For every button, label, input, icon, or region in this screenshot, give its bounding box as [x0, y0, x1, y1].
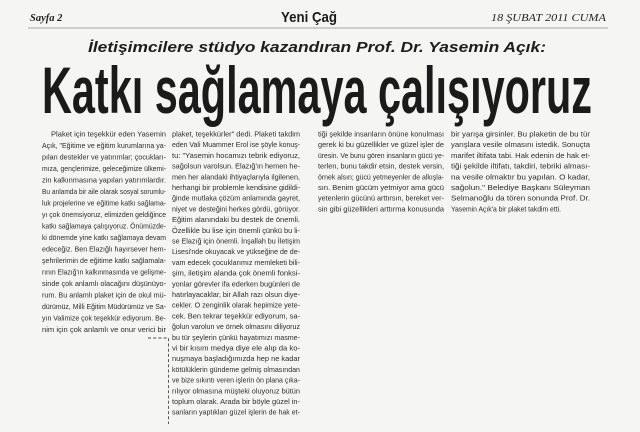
- body-text-line: tu: "Yasemin hocamızı tebrik ediyoruz,: [172, 150, 300, 160]
- body-text-line: yetenlerin gücünü arttırsın, bereket ver-: [318, 193, 445, 203]
- body-text-line: se Elazığ için önemli. İnşallah bu İletişim: [172, 236, 300, 246]
- body-text-line: men her alandaki ihtiyaçlarıyla ilgilenen,: [172, 172, 300, 182]
- body-text-line: dürümüz, Milli Eğitim Müdürümüz ve Sa-: [42, 302, 167, 311]
- body-text-line: vi bir kısım medya diye ele alıp da ko-: [172, 343, 301, 353]
- body-text-line: bu tür şeylerin çünkü hayatımızı masme-: [172, 332, 301, 342]
- body-text-line: sinde çok anlamlı olacağını düşünüyo-: [42, 279, 167, 288]
- body-text-line: Bu anlamda bir aile olarak sosyal sorumlu-: [42, 187, 167, 196]
- body-text-line: üresin. Ve bunu gören insanların gücü ye-: [318, 150, 445, 160]
- body-text-line: ğinde mutlaka çözüm anlamında gayret,: [172, 193, 300, 203]
- body-text-line: nim için çok anlamlı ve onur verici bir: [42, 325, 167, 334]
- body-text-line: sın. Benim gücüm yetmiyor ama gücü: [318, 183, 444, 192]
- article-column-2: [172, 130, 301, 417]
- body-text-line: şehrilerimin de eğitime katkı sağlamala-: [42, 256, 167, 265]
- body-text-line: örnek alsın; gücü yetmeyenler de alkışla-: [318, 172, 445, 182]
- body-text-line: marifet iltifata tabi. Hak edenin de hak et-: [451, 150, 591, 160]
- body-text-line: yın Valimize çok teşekkür ediyorum. Be-: [42, 313, 167, 323]
- body-text-line: katkı sağlamaya çalışıyoruz. Önümüzde-: [42, 221, 167, 231]
- body-text-line: luk projelerine ve eğitime katkı sağlama-: [42, 198, 167, 208]
- page-number: Sayfa 2: [30, 13, 63, 24]
- body-text-line: gerek ki bu güzellikler ve güzel işler de: [318, 140, 444, 150]
- article-column-3: [318, 130, 445, 214]
- body-text-line: ğolun varolun ve örnek olmasını diliyoruz: [172, 322, 301, 332]
- body-text-line: sin gibi güzellikleri arttırma konusunda: [318, 204, 445, 214]
- body-text-line: şim, iletişim alanda çok önemli fonksi-: [172, 268, 301, 278]
- body-text-line: zin kalkınmasına yapılan yatırımlardır.: [42, 175, 166, 185]
- body-text-line: toplum olarak. Arada bir böyle güzel in-: [172, 397, 301, 406]
- body-text-line: bir yarışa girsinler. Bu plaketin de bu tür: [451, 129, 591, 139]
- body-text-line: Özellikle bu lise için önemli çünkü bu li-: [172, 225, 301, 235]
- body-text-line: kötülüklerin gündeme gelmiş olmasından: [172, 364, 300, 374]
- body-text-line: hatırlayacaklar, bir Allah razı olsun diye-: [172, 290, 301, 299]
- body-text-line: Yasemin Açık'a bir plaket takdim etti.: [451, 204, 561, 214]
- newspaper-name: Yeni Çağ: [281, 9, 337, 26]
- body-text-line: yonlar görevler ifa ederken bugünleri de: [172, 279, 300, 289]
- body-text-line: yı çok önemsiyoruz, elimizden geldiğince: [42, 210, 166, 219]
- body-text-line: rum. Bu anlamlı plaket için de okul mü-: [42, 290, 167, 300]
- body-text-line: Lisesi'nde okuyacak ve yükseğine de de-: [172, 247, 301, 257]
- body-text-line: rının Elazığ'ın kalkınmasında ve gelişme-: [42, 267, 167, 277]
- body-text-line: eden Vali Muammer Erol ise şöyle konuş-: [172, 140, 301, 150]
- body-text-line: sağolsun varolsun. Elazığ'ın hemen he-: [172, 161, 301, 171]
- body-text-line: Eğitim alanındaki bu destek de önemli.: [172, 215, 300, 225]
- body-text-line: Plaket için teşekkür eden Yasemin: [51, 129, 166, 139]
- body-text-line: nuşmaya başladığımızda hep ne kadar: [172, 354, 301, 364]
- issue-date: 18 ŞUBAT 2011 CUMA: [491, 13, 608, 24]
- body-text-line: tiği şekilde insanların önüne konulması: [318, 129, 444, 139]
- body-text-line: Selmanoğlu da tören sonunda Prof. Dr.: [451, 193, 590, 203]
- body-text-line: pılan destekler ve yatırımlar; çocukları-: [42, 152, 167, 162]
- body-text-line: ve bize sıkıntı veren işlerin ön plana çıka-: [172, 375, 301, 385]
- body-text-line: na vesile olmaktır bu yapılan. O kadar,: [451, 172, 590, 182]
- body-text-line: mıza, gençlerimize, geleceğimize ülkemi-: [42, 164, 167, 173]
- body-text-line: yarışlara vesile olmasını istedik. Sonuçta: [451, 140, 591, 150]
- body-text-line: sanların yaptıkları güzel işlerin de hak et-: [172, 407, 301, 417]
- body-text-line: cekler. O zenginlik olarak hepimize yete-: [172, 300, 301, 310]
- body-text-line: edeceğiz. Ben Elazığlı hayırsever hem-: [42, 244, 167, 254]
- body-text-line: ki dönemde yine katkı sağlamaya devam: [42, 233, 166, 242]
- article-kicker: İletişimcilere stüdyo kazandıran Prof. Dr. Yasemin Açık:: [88, 39, 547, 56]
- body-text-line: niyet ve desteğini herkes gördü, görüyor.: [172, 204, 300, 214]
- article-column-4: [451, 130, 591, 214]
- body-text-line: rılıyor olmasına müşteki oluyoruz bütün: [172, 386, 300, 396]
- body-text-line: sağolun." Belediye Başkanı Süleyman: [451, 183, 590, 192]
- article-headline: Katkı sağlamaya çalışıyoruz: [42, 53, 592, 127]
- body-text-line: tiği şekilde iltifatı, takdiri, tebriki alması-: [451, 161, 591, 171]
- body-text-line: cek. Ben tekrar teşekkür ediyorum, sa-: [172, 311, 301, 321]
- body-text-line: terlen, bunu takdir etsin, destek versin,: [318, 161, 444, 171]
- body-text-line: vam edecek çocuklarımız memleketi bili-: [172, 257, 301, 267]
- body-text-line: herhangi bir problemle kendisine gidildi-: [172, 183, 301, 192]
- body-text-line: plaket, teşekkürler" dedi. Plaketi takdim: [172, 129, 300, 139]
- body-text-line: Açık, "Eğitime ve eğitim kurumlarına ya-: [42, 141, 167, 150]
